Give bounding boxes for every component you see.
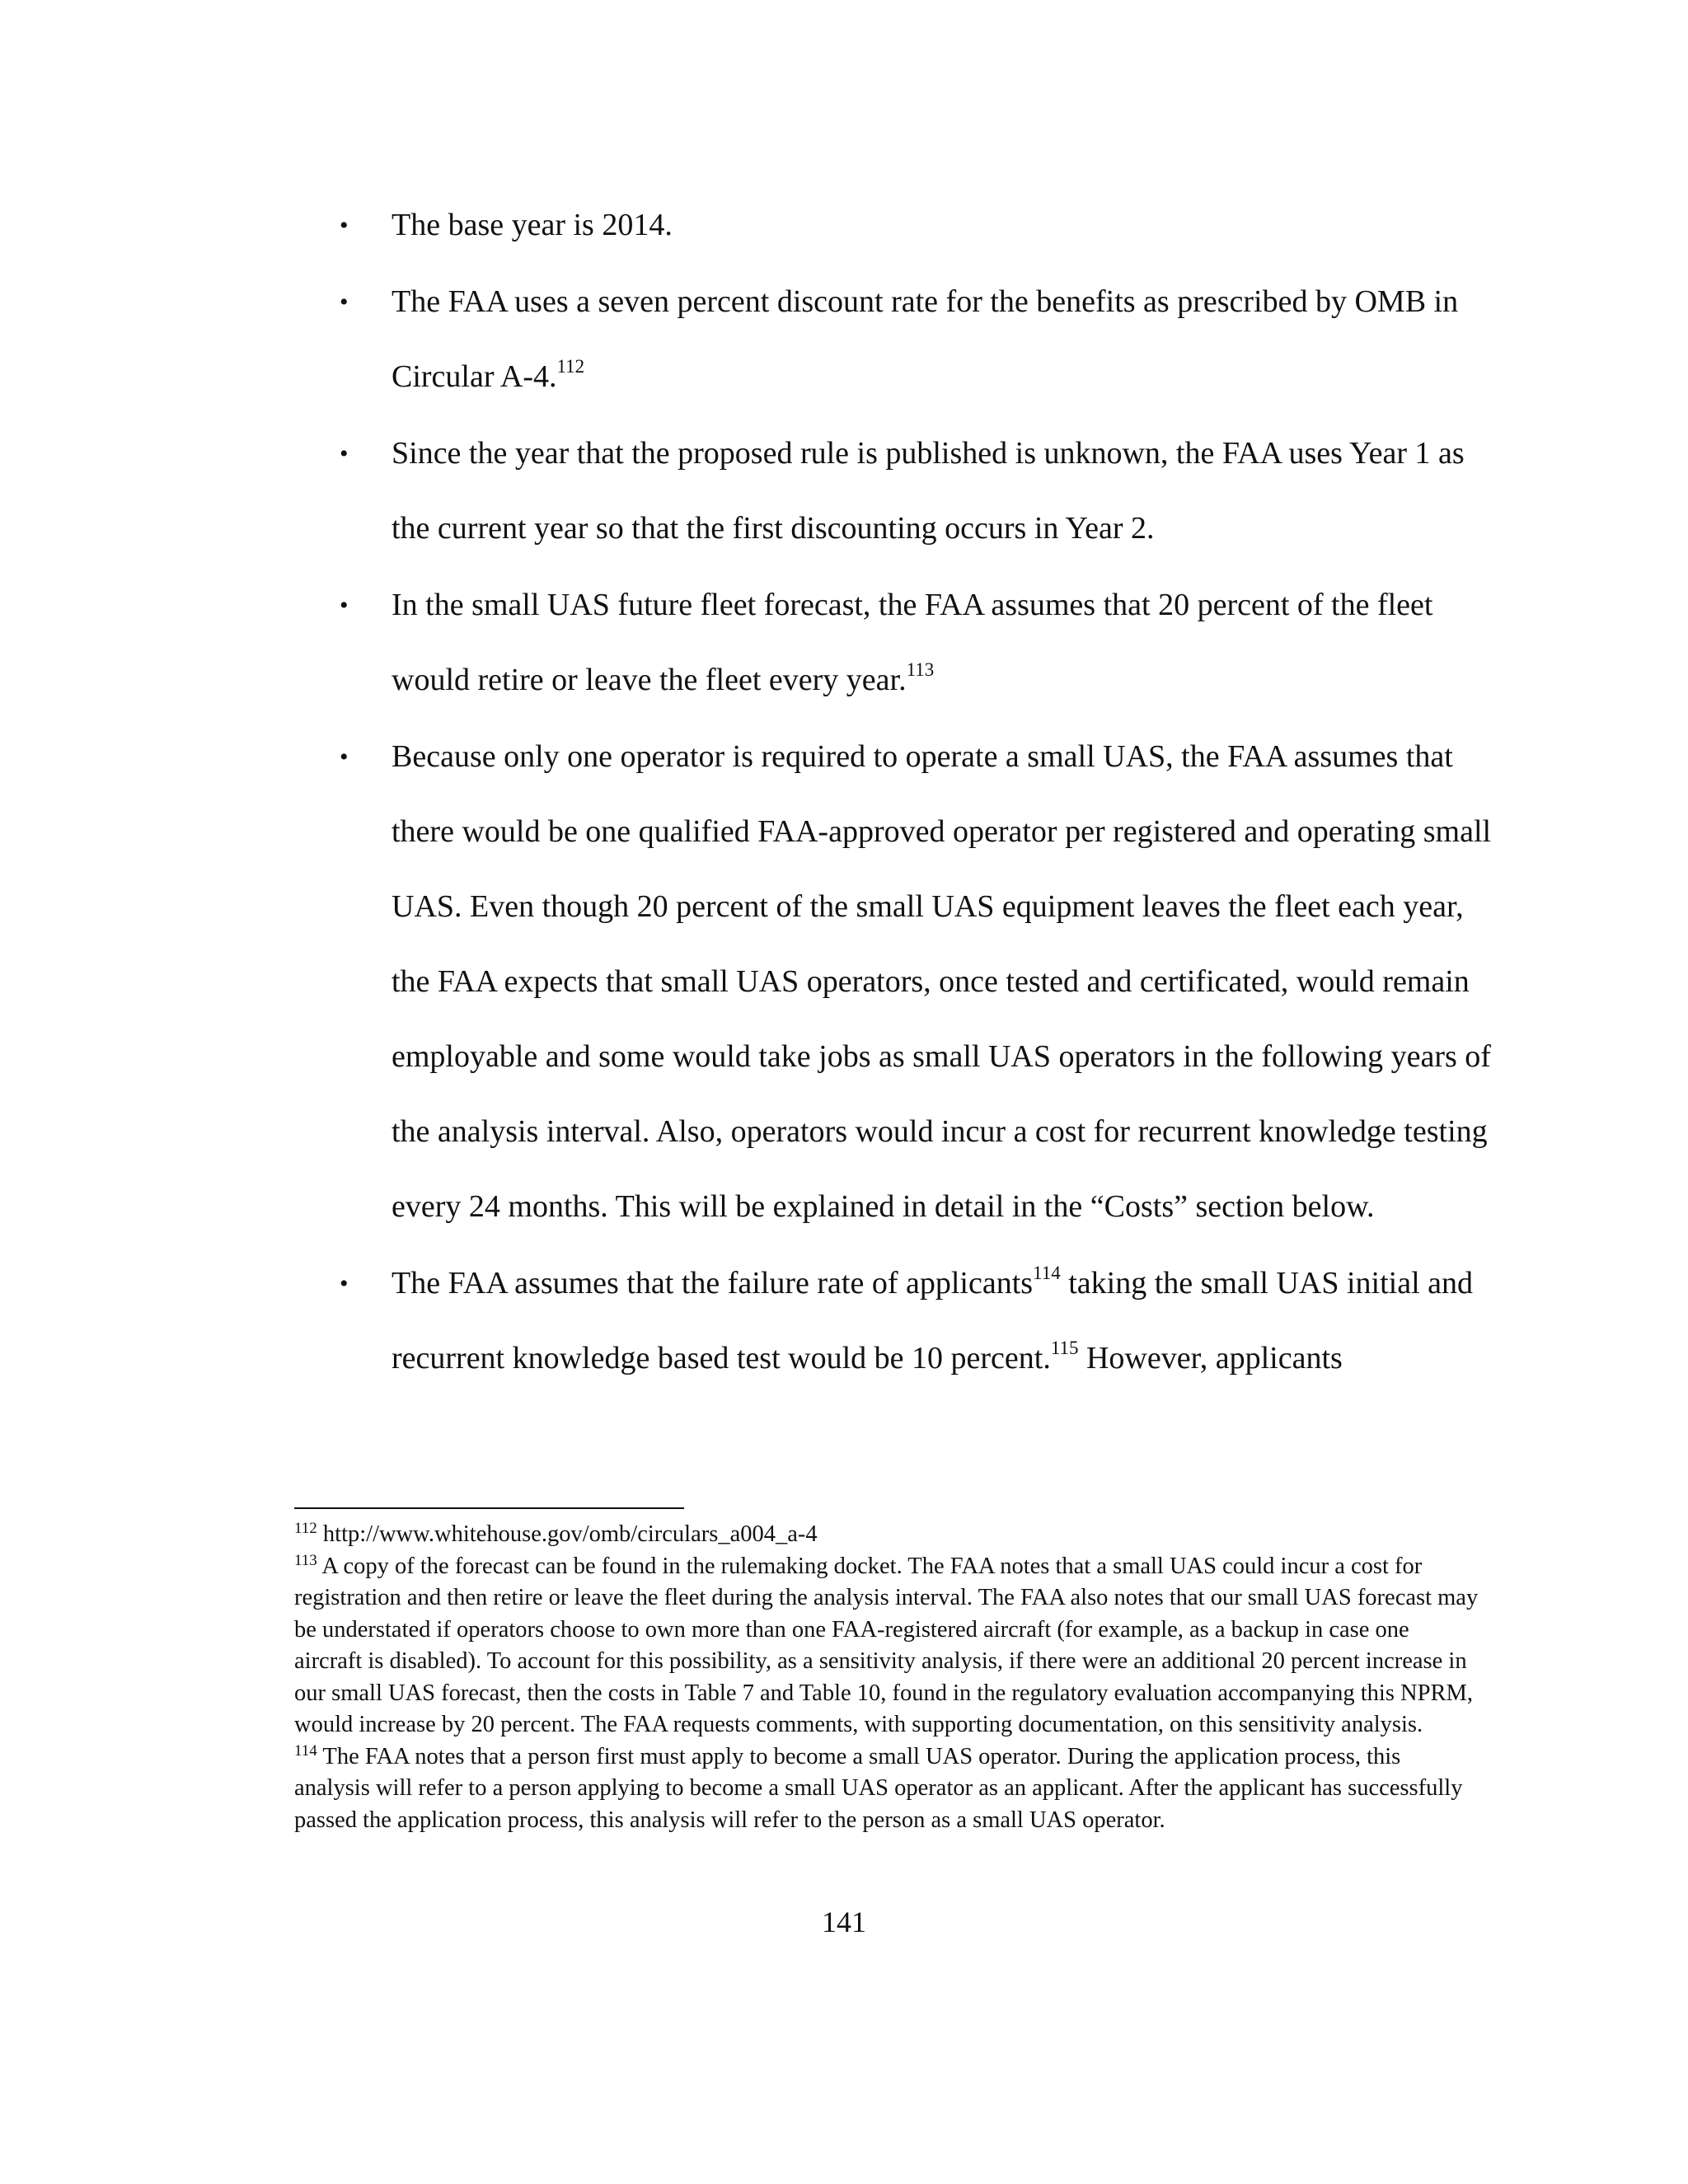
footnote-113 <box>294 1551 1481 1741</box>
footnote-text: The FAA notes that a person first must apply to become a small UAS operator. During the application process, this analysis will refer to a person applying to become a small UAS operator as an applicant. After the applicant has successfully passed the application process, this analysis will refer to the person as a small UAS operator. <box>294 1743 1463 1833</box>
list-item-text: Because only one operator is required to operate a small UAS, the FAA assumes that there would be one qualified FAA-approved operator per registered and operating small UAS. Even though 20 percent of the small UAS equipment leaves the fleet each year, the FAA expects that small UAS operators, once tested and certificated, would remain employable and some would take jobs as small UAS operators in the following years of the analysis interval. Also, operators would incur a cost for recurrent knowledge testing every 24 months. This will be explained in detail in the “Costs” section below. <box>392 739 1492 1224</box>
list-item <box>338 568 1508 718</box>
footnote-ref-113[interactable]: 113 <box>906 659 935 680</box>
list-item <box>338 188 1508 263</box>
list-item <box>338 1246 1508 1396</box>
footnote-ref-114[interactable]: 114 <box>1033 1263 1061 1283</box>
bullet-dot-icon: • <box>340 1270 349 1297</box>
list-item-text: However, applicants <box>1078 1341 1343 1376</box>
list-item <box>338 416 1508 566</box>
footnote-number: 114 <box>294 1741 317 1760</box>
list-item-text: In the small UAS future fleet forecast, the FAA assumes that 20 percent of the fleet would retire or leave the fleet every year. <box>392 588 1433 697</box>
list-item <box>338 265 1508 415</box>
footnotes <box>294 1519 1481 1836</box>
footnote-number: 113 <box>294 1551 317 1569</box>
list-item <box>338 719 1508 1244</box>
list-item-text: The FAA uses a seven percent discount rate for the benefits as prescribed by OMB in Circular A-4. <box>392 284 1459 394</box>
footnote-separator <box>294 1507 684 1509</box>
list-item-text: taking the small UAS initial and recurrent knowledge based test would be 10 percent. <box>392 1266 1473 1376</box>
bullet-dot-icon: • <box>340 440 349 467</box>
assumptions-list <box>338 188 1508 1398</box>
footnote-ref-112[interactable]: 112 <box>556 356 585 377</box>
list-item-text: Since the year that the proposed rule is published is unknown, the FAA uses Year 1 as the current year so that the first discounting occurs in Year 2. <box>392 436 1465 546</box>
page-number: 141 <box>822 1905 866 1938</box>
footnote-114 <box>294 1741 1481 1837</box>
bullet-dot-icon: • <box>340 592 349 619</box>
bullet-dot-icon: • <box>340 288 349 316</box>
bullet-dot-icon: • <box>340 212 349 239</box>
footnote-ref-115[interactable]: 115 <box>1050 1338 1079 1358</box>
footnote-112 <box>294 1519 1481 1551</box>
bullet-dot-icon: • <box>340 743 349 771</box>
footnote-link[interactable]: http://www.whitehouse.gov/omb/circulars_a004_a-4 <box>316 1521 818 1547</box>
list-item-text: The FAA assumes that the failure rate of applicants <box>392 1266 1034 1301</box>
footnote-text: A copy of the forecast can be found in the rulemaking docket. The FAA notes that a small UAS could incur a cost for registration and then retire or leave the fleet during the analysis interval. The FAA also notes that our small UAS forecast may be understated if operators choose to own more than one FAA-registered aircraft (for example, as a backup in case one aircraft is disabled). To account for this possibility, as a sensitivity analysis, if there were an additional 20 percent increase in our small UAS forecast, then the costs in Table 7 and Table 10, found in the regulatory evaluation accompanying this NPRM, would increase by 20 percent. The FAA requests comments, with supporting documentation, on this sensitivity analysis. <box>294 1553 1479 1737</box>
list-item-text: The base year is 2014. <box>392 208 673 242</box>
footnote-number: 112 <box>294 1520 317 1537</box>
